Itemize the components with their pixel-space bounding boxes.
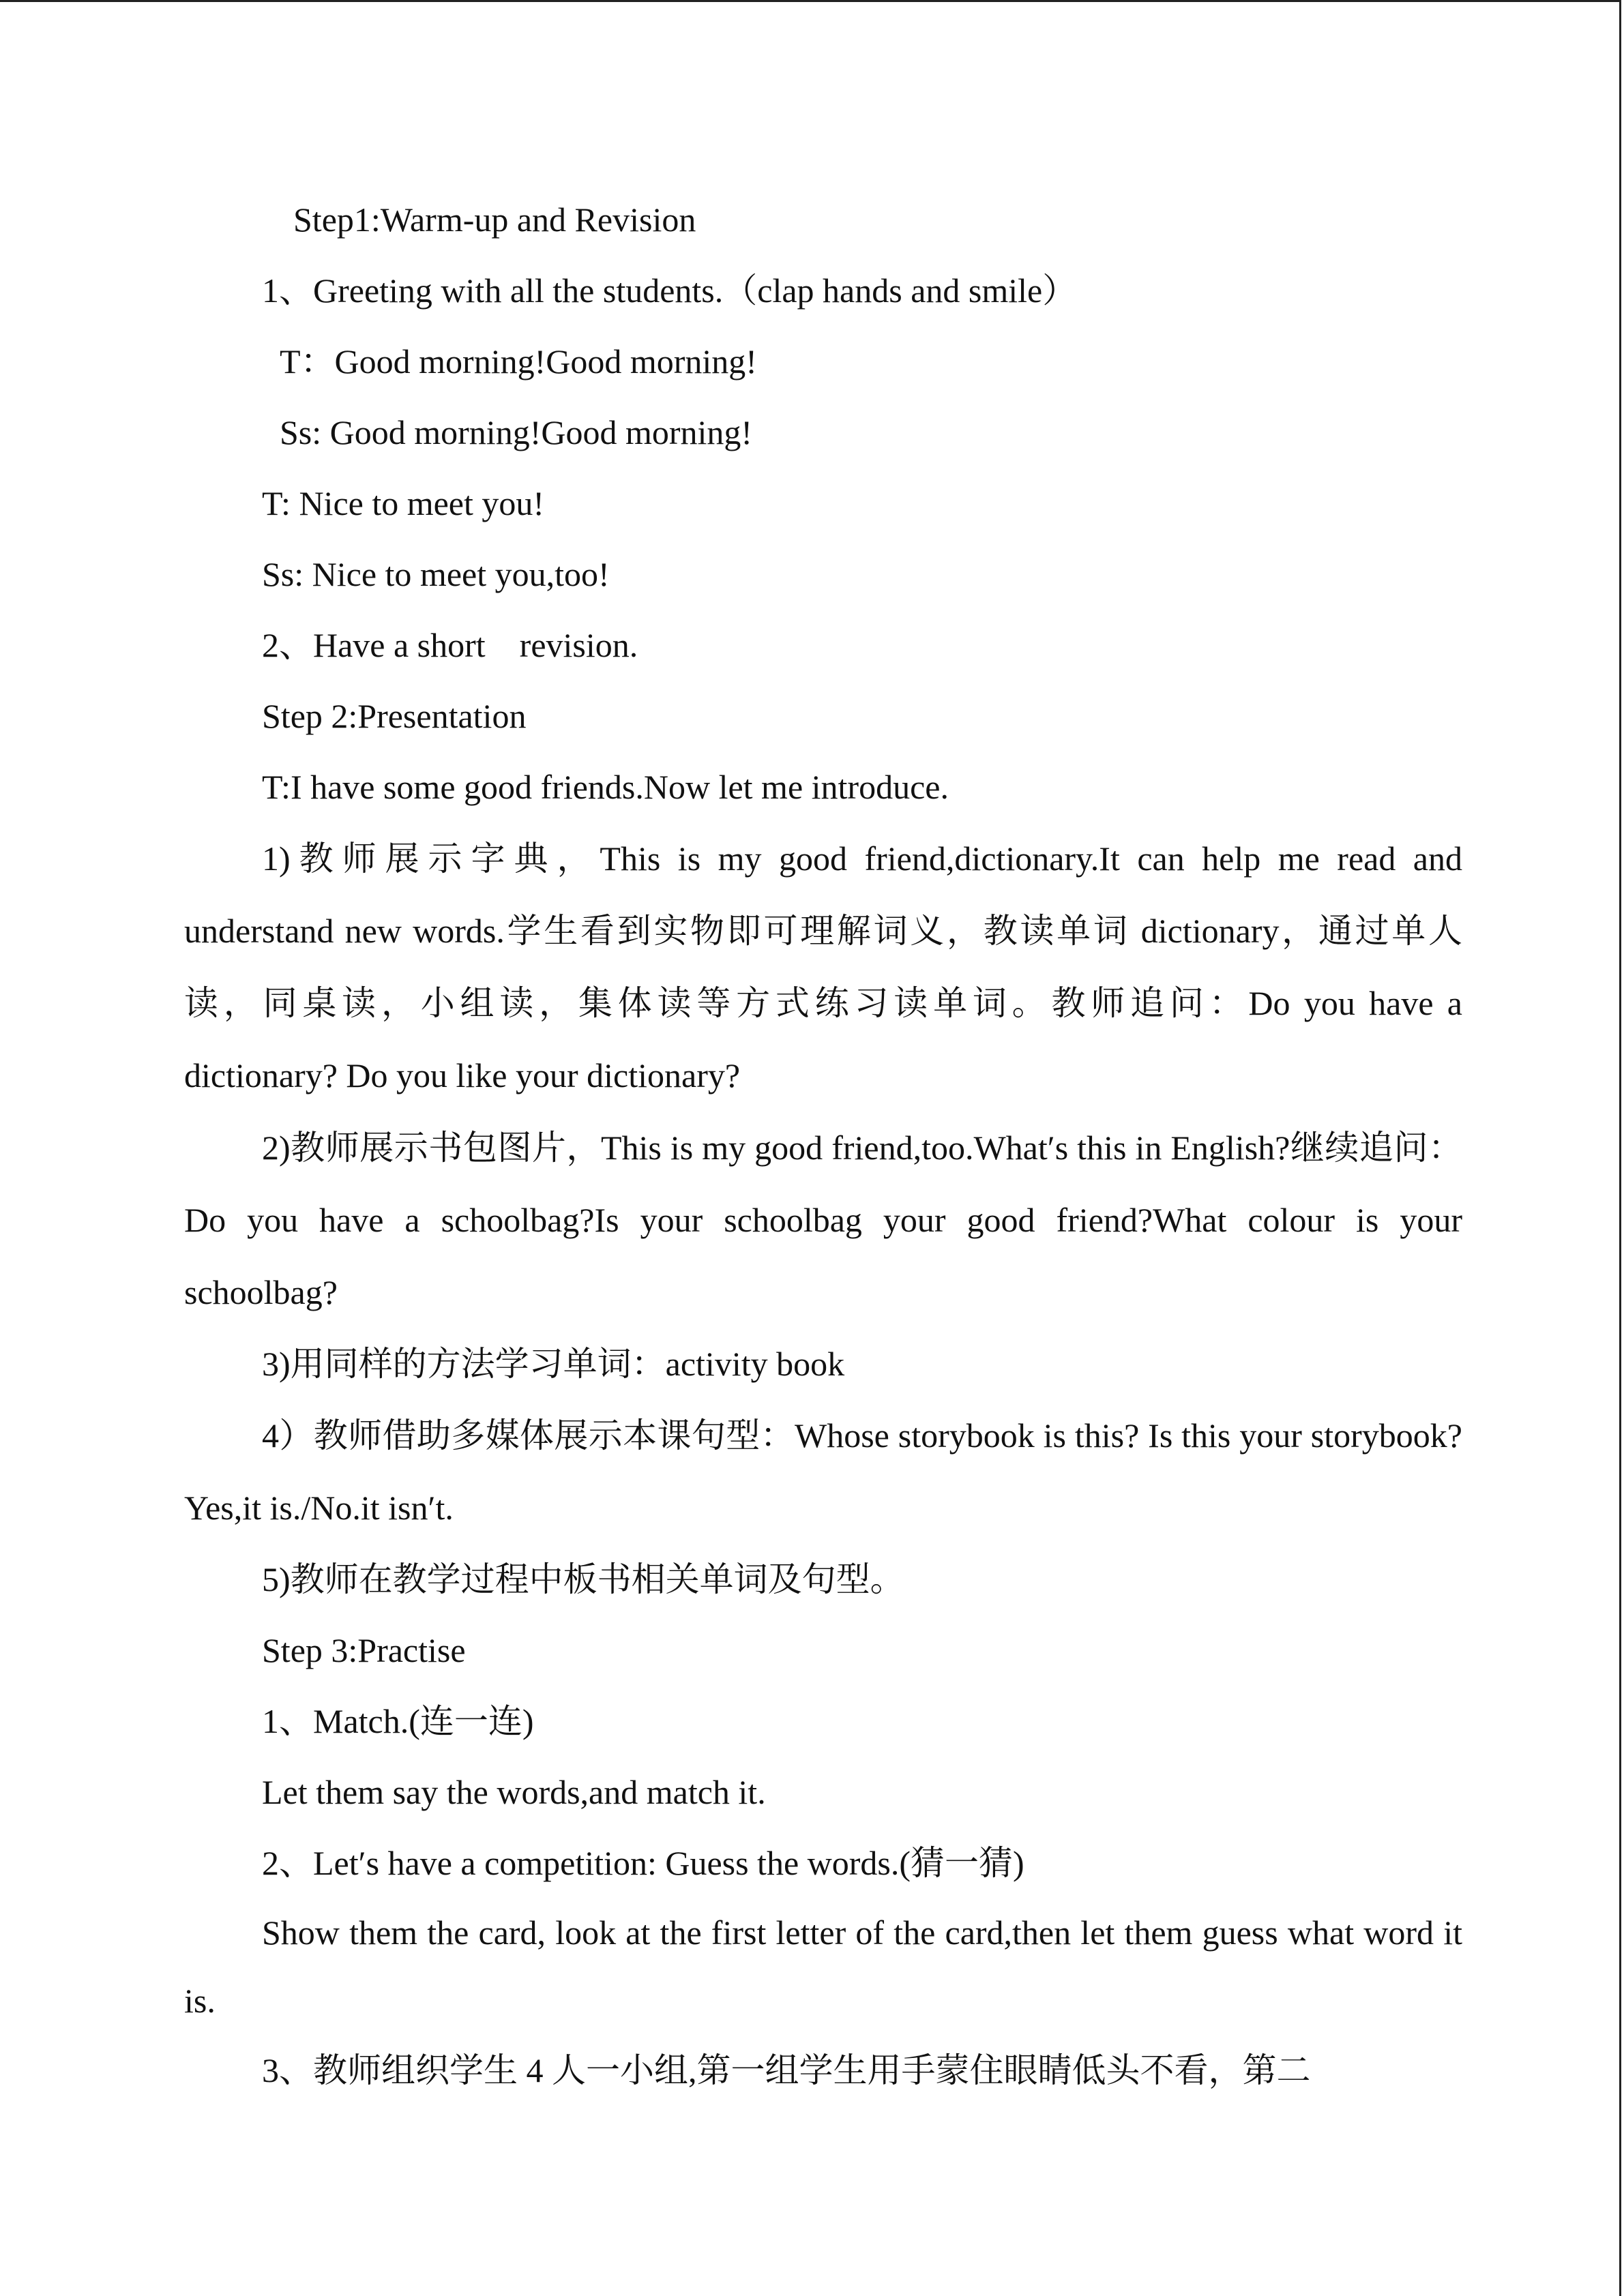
say-and-match-line: Let them say the words,and match it. bbox=[262, 1773, 766, 1811]
show-card-paragraph: Show them the card, look at the first letter of the card,then let them guess what word it is. bbox=[184, 1913, 1462, 2020]
step2-heading: Step 2:Presentation bbox=[262, 697, 527, 735]
teacher-good-morning-line: T：Good morning!Good morning! bbox=[280, 342, 757, 381]
students-good-morning-line: Ss: Good morning!Good morning! bbox=[280, 413, 753, 451]
greeting-line: 1、Greeting with all the students.（clap hands and smile） bbox=[262, 271, 1077, 310]
storybook-paragraph: 4）教师借助多媒体展示本课句型：Whose storybook is this? Is this your storybook?Yes,it is./No.it isn′t. bbox=[184, 1416, 1462, 1527]
schoolbag-paragraph: 2)教师展示书包图片，This is my good friend,too.What′s this in English?继续追问：Do you have a schoolbag?Is your schoolbag your good friend?What colour is your schoolbag? bbox=[184, 1129, 1462, 1311]
dictionary-paragraph: 1)教师展示字典，This is my good friend,dictionary.It can help me read and understand new words.学生看到实物即可理解词义，教读单词 dictionary，通过单人读，同桌读，小组读，集体读等方式练习读单词。教师追问：Do you have a dictionary? Do you like your dictionary? bbox=[184, 839, 1462, 1094]
teacher-nice-to-meet-line: T: Nice to meet you! bbox=[262, 484, 545, 522]
step1-heading: Step1:Warm-up and Revision bbox=[293, 200, 696, 239]
board-writing-line: 5)教师在教学过程中板书相关单词及句型。 bbox=[262, 1560, 904, 1598]
short-revision-line: 2、Have a short revision. bbox=[262, 626, 638, 664]
group-work-line: 3、教师组织学生 4 人一小组,第一组学生用手蒙住眼睛低头不看，第二 bbox=[262, 2051, 1311, 2089]
teacher-friends-line: T:I have some good friends.Now let me introduce. bbox=[262, 768, 949, 806]
students-nice-to-meet-line: Ss: Nice to meet you,too! bbox=[262, 555, 610, 593]
step3-heading: Step 3:Practise bbox=[262, 1631, 466, 1669]
lesson-plan-document bbox=[184, 184, 1462, 2106]
competition-line: 2、Let′s have a competition: Guess the words.(猜一猜) bbox=[262, 1844, 1024, 1882]
match-line: 1、Match.(连一连) bbox=[262, 1702, 534, 1740]
activity-book-line: 3)用同样的方法学习单词：activity book bbox=[262, 1345, 845, 1383]
